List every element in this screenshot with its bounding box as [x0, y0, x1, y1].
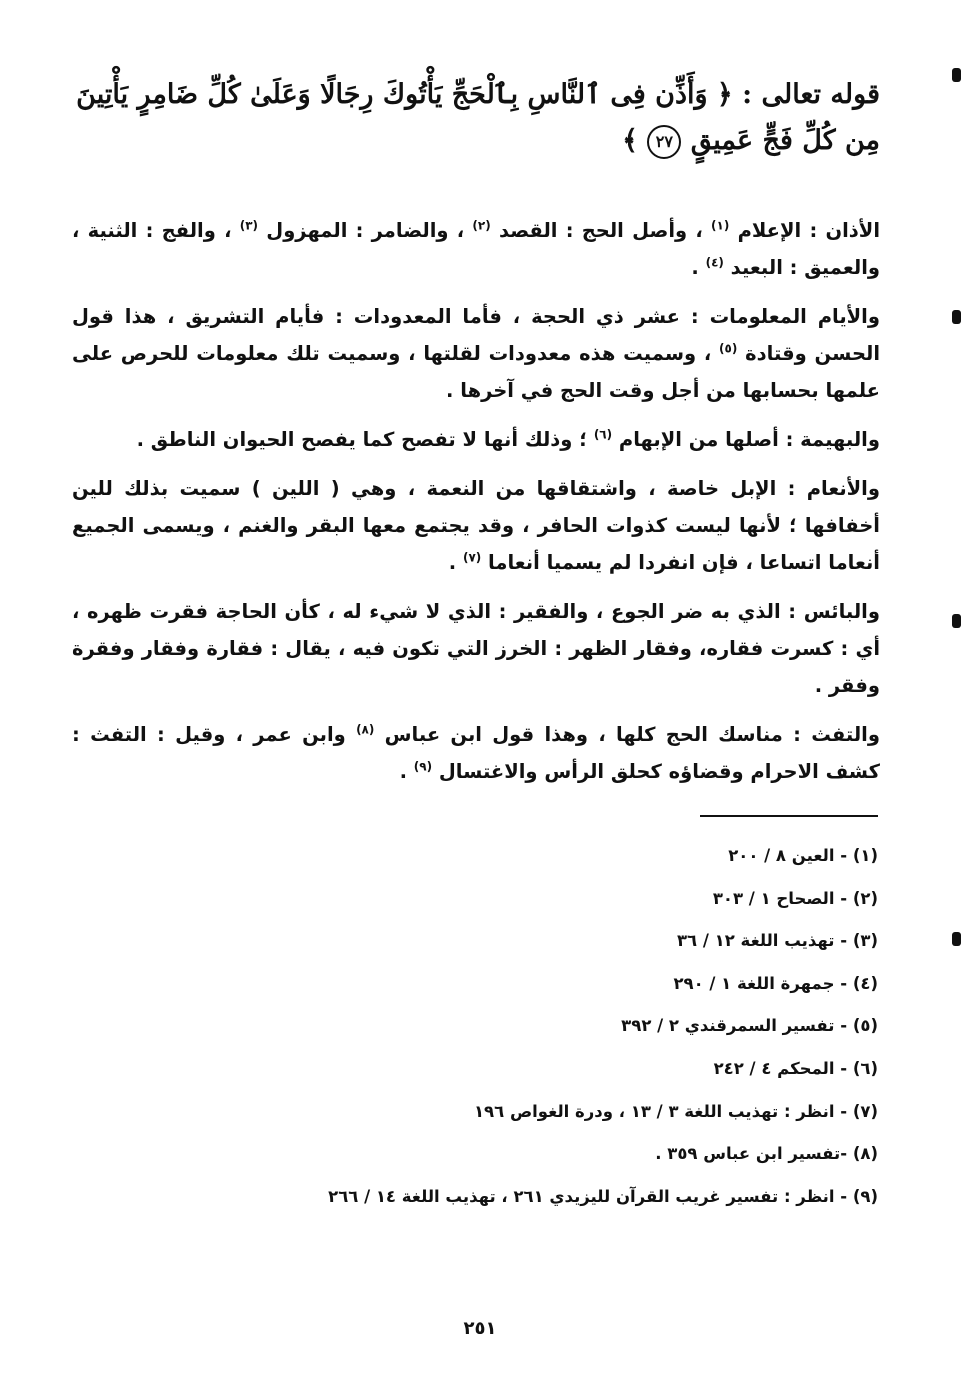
paragraph-text: ، وسميت هذه معدودات لقلتها ، وسميت تلك معلومات للحرص على علمها بحسابها من أجل وقت الحج في آخرها . — [72, 342, 880, 402]
footnote-ref: (٨) — [356, 722, 375, 737]
paragraph — [72, 298, 880, 409]
footnote-ref: (٣) — [239, 218, 259, 233]
paragraph-text: والأنعام : الإبل خاصة ، واشتقاقها من النعمة ، وهي ( اللين ) سميت بذلك للين أخفافها ؛ لأنها ليست كذوات الحافر ، وقد يجتمع معها البقر والغنم ، ويسمى الجميع أنعاما اتساعا ، فإن انفردا لم يسميا أنعاما — [72, 477, 880, 574]
footnote-ref: (٤) — [705, 255, 724, 270]
verse-intro: قوله تعالى : — [742, 79, 880, 110]
paragraph-text: . — [691, 256, 706, 279]
margin-mark — [952, 932, 961, 946]
footnote-item: (٥) - تفسير السمرقندي ٢ / ٣٩٢ — [621, 1016, 878, 1036]
paragraph-text: الأذان : الإعلام — [729, 219, 881, 242]
paragraph-text: . — [448, 551, 463, 574]
paragraph — [72, 593, 880, 704]
paragraph — [72, 212, 880, 286]
commentary-body — [72, 212, 880, 802]
verse-closing: ﴾ — [622, 125, 638, 156]
paragraph-text: والتفث : مناسك الحج كلها ، وهذا قول ابن عباس — [374, 723, 880, 746]
page-number: ٢٥١ — [463, 1318, 497, 1339]
paragraph — [72, 421, 880, 458]
footnote-item: (٢) - الصحاح ١ / ٣٠٣ — [712, 888, 878, 908]
paragraph-text: والأيام المعلومات : عشر ذي الحجة ، فأما المعدودات : فأيام التشريق ، هذا قول الحسن وقتادة — [72, 305, 881, 365]
quran-verse — [70, 72, 880, 164]
paragraph-text: والبهيمة : أصلها من الإبهام — [612, 428, 880, 451]
margin-mark — [952, 310, 961, 324]
paragraph-text: والبائس : الذي به ضر الجوع ، والفقير : الذي لا شيء له ، كأن الحاجة فقرت ظهره ، أي : كسرت فقاره، وفقار الظهر : الخرز التي تكون فيه ، يقال : فقارة وفقار وفقرة وفقر . — [72, 600, 880, 697]
footnote-item: (١) - العين ٨ / ٢٠٠ — [728, 846, 878, 865]
footnote-divider — [700, 815, 878, 817]
ayah-number-icon: ٢٧ — [647, 125, 681, 159]
paragraph-text: ؛ وذلك أنها لا تفصح كما يفصح الحيوان الناطق . — [136, 428, 594, 451]
footnote-item: (٨) -تفسير ابن عباس ٣٥٩ . — [655, 1144, 878, 1164]
footnote-item: (٤) - جمهرة اللغة ١ / ٢٩٠ — [673, 973, 878, 993]
margin-mark — [952, 68, 961, 82]
footnote-ref: (٢) — [472, 218, 491, 233]
verse-text: ﴿ وَأَذِّن فِى ٱلنَّاسِ بِٱلْحَجِّ يَأْتُوكَ رِجَالًا وَعَلَىٰ كُلِّ ضَامِرٍ يَأْتِينَ مِن كُلِّ فَجٍّ عَمِيقٍ — [76, 79, 880, 156]
paragraph — [72, 470, 880, 581]
footnote-ref: (٦) — [593, 427, 613, 442]
paragraph-text: . — [399, 760, 414, 783]
footnote-ref: (٥) — [719, 341, 738, 356]
paragraph-text: ، والفج : الثنية ، والعميق : البعيد — [72, 219, 880, 279]
footnote-ref: (١) — [711, 218, 730, 233]
footnote-item: (٩) - انظر : تفسير غريب القرآن لليزيدي ٢٦١ ، تهذيب اللغة ١٤ / ٢٦٦ — [328, 1186, 878, 1206]
paragraph — [72, 716, 880, 790]
footnote-item: (٣) - تهذيب اللغة ١٢ / ٣٦ — [676, 931, 878, 951]
paragraph-text: ، وأصل الحج : القصد — [490, 219, 712, 242]
paragraph-text: ، والضامر : المهزول — [258, 219, 473, 242]
footnote-item: (٦) - المحكم ٤ / ٢٤٢ — [713, 1058, 878, 1078]
paragraph-text: وابن عمر ، وقيل : التفث : كشف الاحرام وقضاؤه كحلق الرأس والاغتسال — [72, 723, 880, 783]
footnote-ref: (٧) — [462, 550, 482, 565]
footnote-item: (٧) - انظر : تهذيب اللغة ٣ / ١٣ ، ودرة الغواص ١٩٦ — [473, 1101, 878, 1121]
footnotes-list — [200, 838, 878, 1221]
margin-mark — [952, 614, 961, 628]
footnote-ref: (٩) — [413, 759, 433, 774]
